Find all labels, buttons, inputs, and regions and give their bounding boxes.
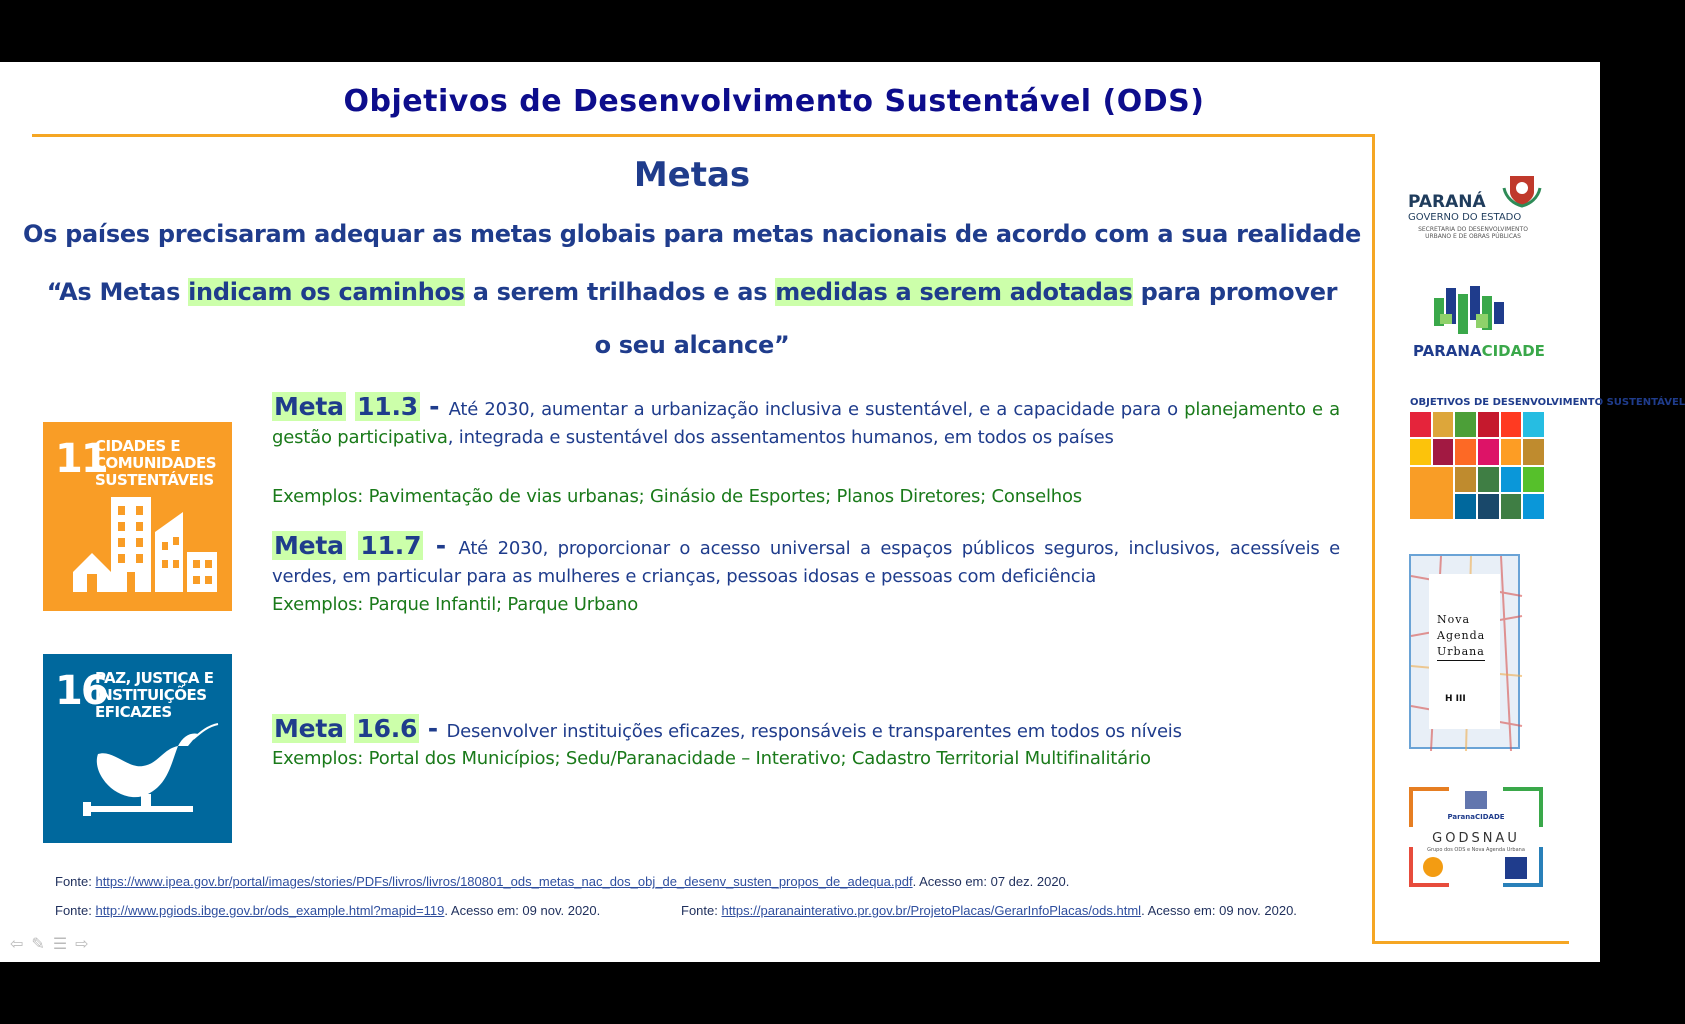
meta-16-6 bbox=[272, 715, 1340, 746]
quote bbox=[40, 266, 1344, 372]
sdg-16-label: PAZ, JUSTIÇA E INSTITUIÇÕES EFICAZES bbox=[95, 669, 214, 721]
meta-16-6-dash: - bbox=[419, 714, 447, 743]
paranacidade-name-b: CIDADE bbox=[1481, 342, 1545, 360]
source-1-link[interactable]: https://www.ipea.gov.br/portal/images/stories/PDFs/livros/livros/180801_ods_metas_nac_dos_obj_de_desenv_susten_propos_de_adequa.pdf bbox=[95, 874, 913, 889]
nova-agenda-urbana-cover bbox=[1409, 554, 1520, 749]
ods-color-grid bbox=[1410, 412, 1544, 519]
godsnau-subtitle: Grupo dos ODS e Nova Agenda Urbana bbox=[1427, 847, 1525, 853]
source-1 bbox=[55, 874, 1069, 889]
parana-government-logo bbox=[1408, 170, 1538, 250]
source-2 bbox=[55, 903, 600, 918]
meta-11-7-text: Até 2030, proporcionar o acesso universal a espaços públicos seguros, inclusivos, acessíveis e verdes, em particular para as mulheres e crianças, pessoas idosas e pessoas com deficiência bbox=[272, 538, 1341, 587]
meta-11-7-examples: Exemplos: Parque Infantil; Parque Urbano bbox=[272, 594, 639, 615]
meta-11-7 bbox=[272, 532, 1340, 591]
slide-title: Objetivos de Desenvolvimento Sustentável (ODS) bbox=[343, 84, 1205, 119]
quote-highlight-1: indicam os caminhos bbox=[188, 278, 465, 306]
nau-title bbox=[1437, 612, 1485, 661]
slide bbox=[0, 62, 1685, 962]
parana-gov: GOVERNO DO ESTADO bbox=[1408, 212, 1522, 223]
source-1-tail: . Acesso em: 07 dez. 2020. bbox=[912, 874, 1070, 889]
meta-11-3-text-1: Até 2030, aumentar a urbanização inclusiva e sustentável, e a capacidade para o bbox=[448, 399, 1185, 420]
meta-11-7-dash: - bbox=[423, 531, 459, 560]
city-buildings-icon bbox=[43, 422, 232, 611]
slideshow-nav bbox=[10, 934, 97, 954]
paranacidade-name-a: PARANA bbox=[1413, 342, 1482, 360]
nau-line-1: Nova bbox=[1437, 613, 1471, 626]
paranacidade-name bbox=[1413, 342, 1545, 360]
meta-11-7-number: 11.7 bbox=[360, 531, 422, 560]
frame-bottom-line bbox=[1372, 941, 1569, 944]
nau-inner-page bbox=[1429, 574, 1500, 729]
sdg-11-label: CIDADES E COMUNIDADES SUSTENTÁVEIS bbox=[95, 437, 217, 489]
meta-16-6-number: 16.6 bbox=[356, 714, 418, 743]
sdg-11-number: 11 bbox=[55, 436, 107, 482]
parana-coat-of-arms-icon bbox=[1502, 168, 1542, 208]
godsnau-logo bbox=[1409, 787, 1543, 887]
source-3-link[interactable]: https://paranainterativo.pr.gov.br/ProjetoPlacas/GerarInfoPlacas/ods.html bbox=[721, 903, 1142, 918]
source-3 bbox=[681, 903, 1297, 918]
source-3-tail: . Acesso em: 09 nov. 2020. bbox=[1141, 903, 1297, 918]
meta-11-3-green-text: planejamento e a gestão participativa bbox=[272, 399, 1340, 448]
ods-heading: OBJETIVOS DE DESENVOLVIMENTO SUSTENTÁVEL bbox=[1410, 397, 1685, 408]
godsnau-paranacidade: ParanaCIDADE bbox=[1447, 813, 1505, 821]
parana-secretaria: SECRETARIA DO DESENVOLVIMENTO URBANO E DE OBRAS PÚBLICAS bbox=[1418, 226, 1528, 240]
frame-top-line bbox=[32, 134, 1374, 137]
paranacidade-logo bbox=[1410, 284, 1545, 364]
meta-11-3-word: Meta bbox=[274, 392, 344, 421]
quote-part-2: a serem trilhados e as bbox=[464, 278, 776, 306]
meta-11-7-word: Meta bbox=[274, 531, 344, 560]
prev-slide-icon[interactable]: ⇦ bbox=[10, 936, 32, 953]
pen-icon[interactable]: ✎ bbox=[31, 936, 53, 953]
godsnau-name: GODSNAU bbox=[1432, 831, 1520, 846]
meta-11-3-number: 11.3 bbox=[357, 392, 418, 421]
sdg-11-tile bbox=[43, 422, 232, 611]
quote-highlight-2: medidas a serem adotadas bbox=[775, 278, 1133, 306]
source-2-label: Fonte: bbox=[55, 903, 96, 918]
nau-footer: H III bbox=[1445, 694, 1466, 704]
menu-icon[interactable]: ☰ bbox=[52, 936, 76, 953]
nau-line-3: Urbana bbox=[1437, 644, 1485, 661]
meta-11-3 bbox=[272, 393, 1340, 452]
next-slide-icon[interactable]: ⇨ bbox=[75, 936, 97, 953]
parana-name: PARANÁ bbox=[1408, 192, 1486, 212]
meta-11-3-examples: Exemplos: Pavimentação de vias urbanas; Ginásio de Esportes; Planos Diretores; Conselhos bbox=[272, 486, 1082, 507]
sdg-16-tile bbox=[43, 654, 232, 843]
meta-16-6-text: Desenvolver instituições eficazes, responsáveis e transparentes em todos os níveis bbox=[446, 721, 1182, 742]
intro-text: Os países precisaram adequar as metas globais para metas nacionais de acordo com a sua realidade bbox=[23, 220, 1361, 248]
dove-gavel-icon bbox=[43, 654, 232, 843]
meta-11-3-dash: - bbox=[419, 392, 449, 421]
quote-part-1: “As Metas bbox=[46, 278, 189, 306]
source-2-link[interactable]: http://www.pgiods.ibge.gov.br/ods_example.html?mapid=119 bbox=[95, 903, 445, 918]
ods-logo bbox=[1410, 397, 1685, 519]
frame-right-line bbox=[1372, 134, 1375, 942]
source-1-label: Fonte: bbox=[55, 874, 96, 889]
paranacidade-blocks-icon bbox=[1430, 284, 1510, 340]
nau-line-2: Agenda bbox=[1437, 629, 1486, 642]
section-heading: Metas bbox=[633, 155, 751, 195]
meta-16-6-examples: Exemplos: Portal dos Municípios; Sedu/Paranacidade – Interativo; Cadastro Territorial Multifinalitário bbox=[272, 748, 1151, 769]
source-2-tail: . Acesso em: 09 nov. 2020. bbox=[444, 903, 601, 918]
source-3-label: Fonte: bbox=[681, 903, 722, 918]
meta-16-6-word: Meta bbox=[274, 714, 344, 743]
quote-part-3: para promover o seu alcance” bbox=[594, 278, 1338, 359]
sdg-16-number: 16 bbox=[55, 668, 107, 714]
meta-11-3-text-2: , integrada e sustentável dos assentamentos humanos, em todos os países bbox=[447, 427, 1114, 448]
